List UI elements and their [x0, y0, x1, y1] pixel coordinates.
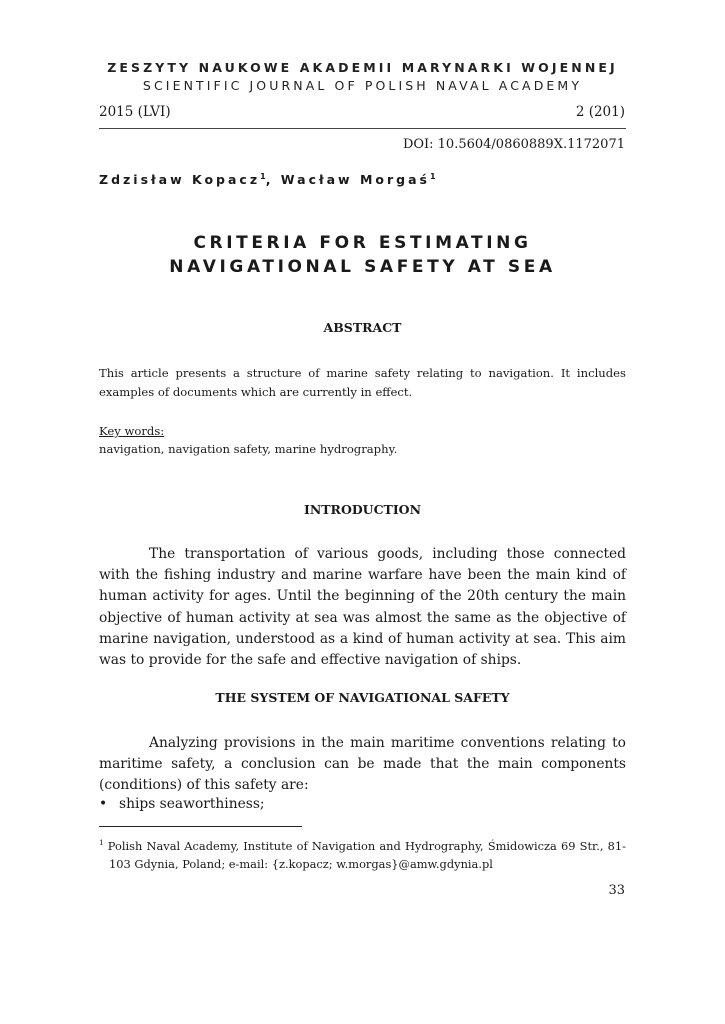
keywords: navigation, navigation safety, marine hydrography. [99, 442, 398, 456]
issue-number: 2 (201) [575, 104, 625, 120]
footnote-text: Polish Naval Academy, Institute of Navigation and Hydrography, Śmidowicza 69 Str., 81-103 Gdynia, Poland; e-mail: {z.kopacz; w.morgas}@amw.gdynia.pl [107, 838, 626, 871]
list-item-text: ships seaworthiness; [119, 796, 265, 812]
footnote-mark: 1 [99, 838, 104, 847]
title-line-1: CRITERIA FOR ESTIMATING [193, 233, 532, 253]
journal-title-polish: ZESZYTY NAUKOWE AKADEMII MARYNARKI WOJENNEJ [107, 60, 618, 75]
footnote [99, 834, 626, 873]
system-section-paragraph: Analyzing provisions in the main maritime conventions relating to maritime safety, a conclusion can be made that the main components (conditions) of this safety are: [99, 735, 626, 794]
system-section-heading: THE SYSTEM OF NAVIGATIONAL SAFETY [215, 690, 510, 705]
paper-title [0, 231, 725, 279]
introduction-heading: INTRODUCTION [303, 502, 421, 517]
introduction-paragraph: The transportation of various goods, including those connected with the fishing industry and marine warfare have been the main kind of human activity for ages. Until the beginning of the 20th century the main objective of human activity at sea was almost the same as the objective of marine navigation, understood as a kind of human activity at sea. This aim was to provide for the safe and effective navigation of ships. [99, 546, 626, 669]
header-divider [99, 128, 626, 129]
author-separator: , [265, 172, 274, 188]
bullet-icon: • [99, 796, 108, 812]
author-1: Zdzisław Kopacz [99, 172, 261, 188]
abstract-heading: ABSTRACT [323, 320, 402, 335]
volume-row [99, 104, 625, 124]
footnote-divider [99, 826, 302, 827]
authors [99, 172, 436, 187]
doi: DOI: 10.5604/0860889X.1172071 [402, 137, 625, 152]
title-line-2: NAVIGATIONAL SAFETY AT SEA [169, 257, 556, 277]
page-number: 33 [608, 883, 625, 898]
journal-title-english: SCIENTIFIC JOURNAL OF POLISH NAVAL ACADEMY [142, 78, 583, 93]
keywords-label: Key words: [99, 424, 165, 438]
author-2-footnote-mark: 1 [429, 172, 436, 181]
author-2: Wacław Morgaś [280, 172, 430, 188]
author-1-footnote-mark: 1 [260, 172, 266, 181]
abstract-text: This article presents a structure of marine safety relating to navigation. It includes examples of documents which are currently in effect. [99, 366, 626, 399]
year-volume: 2015 (LVI) [99, 104, 171, 120]
list-item [99, 796, 265, 812]
